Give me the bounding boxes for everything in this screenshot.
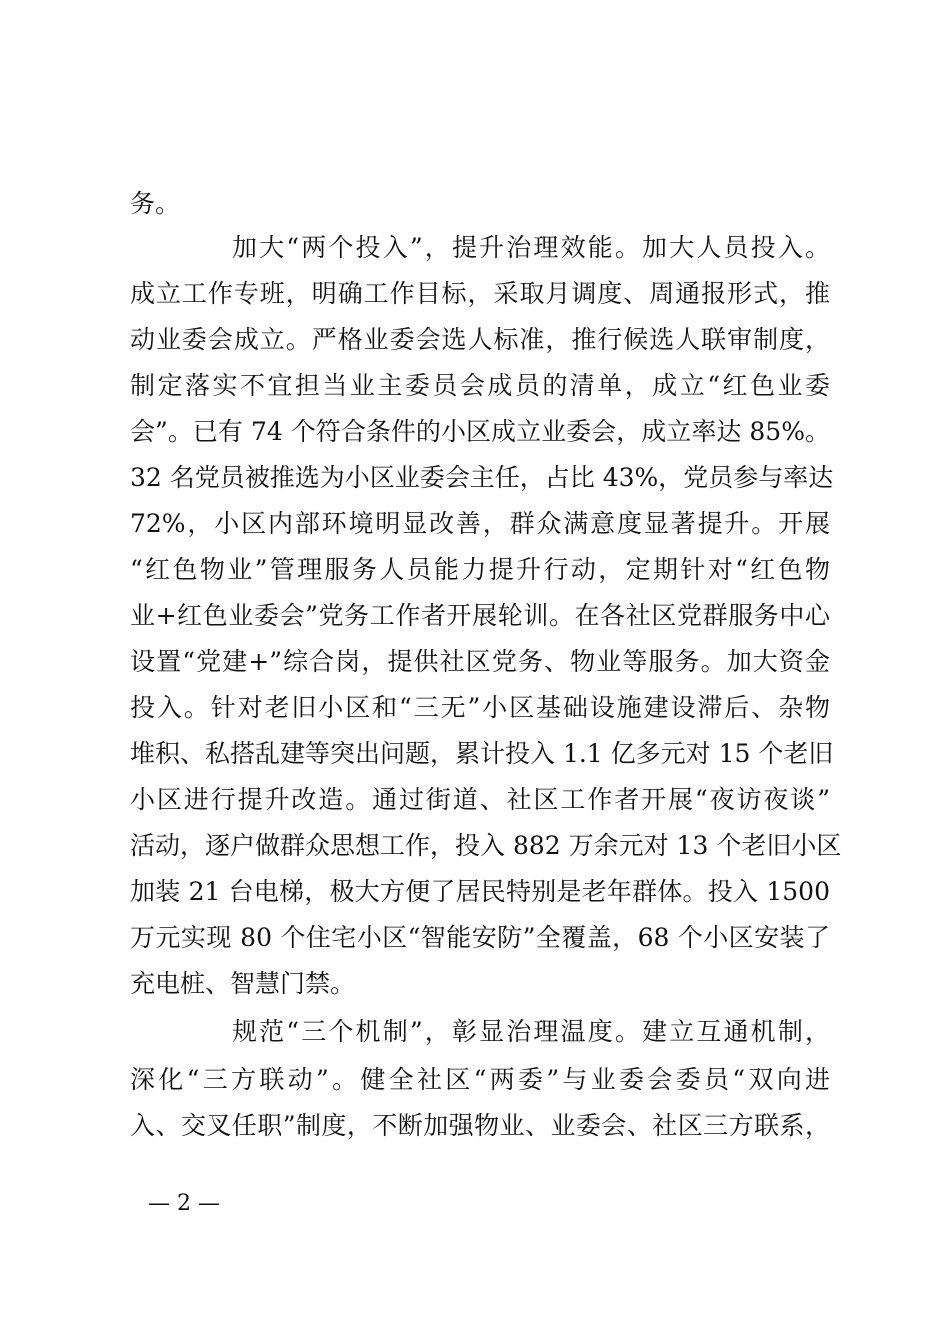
- text-line-3: 成立工作专班，明确工作目标，采取月调度、周通报形式，推: [130, 279, 830, 308]
- text-line-8: 72%，小区内部环境明显改善，群众满意度显著提升。开展: [130, 509, 830, 538]
- text-line-1: 务。: [130, 189, 181, 218]
- text-line-17: 万元实现 80 个住宅小区“智能安防”全覆盖，68 个小区安装了: [130, 923, 830, 952]
- text-line-7: 32 名党员被推选为小区业委会主任，占比 43%，党员参与率达: [130, 463, 834, 492]
- page-number: — 2 —: [148, 1191, 220, 1216]
- text-line-15: 活动，逐户做群众思想工作，投入 882 万余元对 13 个老旧小区: [130, 831, 842, 860]
- text-line-11: 设置“党建+”综合岗，提供社区党务、物业等服务。加大资金: [130, 647, 830, 676]
- text-line-14: 小区进行提升改造。通过街道、社区工作者开展“夜访夜谈”: [130, 785, 830, 814]
- text-line-20: 深化“三方联动”。健全社区“两委”与业委会委员“双向进: [130, 1065, 830, 1094]
- text-line-2: 加大“两个投入”，提升治理效能。加大人员投入。: [232, 233, 830, 262]
- text-line-19: 规范“三个机制”，彰显治理温度。建立互通机制，: [232, 1017, 830, 1046]
- text-line-21: 入、交叉任职”制度，不断加强物业、业委会、社区三方联系，: [130, 1111, 830, 1140]
- text-line-10: 业+红色业委会”党务工作者开展轮训。在各社区党群服务中心: [130, 601, 830, 630]
- text-line-4: 动业委会成立。严格业委会选人标准，推行候选人联审制度，: [130, 325, 830, 354]
- text-line-6: 会”。已有 74 个符合条件的小区成立业委会，成立率达 85%。: [130, 417, 830, 446]
- text-line-16: 加装 21 台电梯，极大方便了居民特别是老年群体。投入 1500: [130, 877, 830, 906]
- text-line-12: 投入。针对老旧小区和“三无”小区基础设施建设滞后、杂物: [130, 693, 830, 722]
- text-line-18: 充电桩、智慧门禁。: [130, 969, 356, 998]
- text-line-9: “红色物业”管理服务人员能力提升行动，定期针对“红色物: [130, 555, 830, 584]
- text-line-13: 堆积、私搭乱建等突出问题，累计投入 1.1 亿多元对 15 个老旧: [130, 739, 834, 768]
- text-line-5: 制定落实不宜担当业主委员会成员的清单，成立“红色业委: [130, 371, 830, 400]
